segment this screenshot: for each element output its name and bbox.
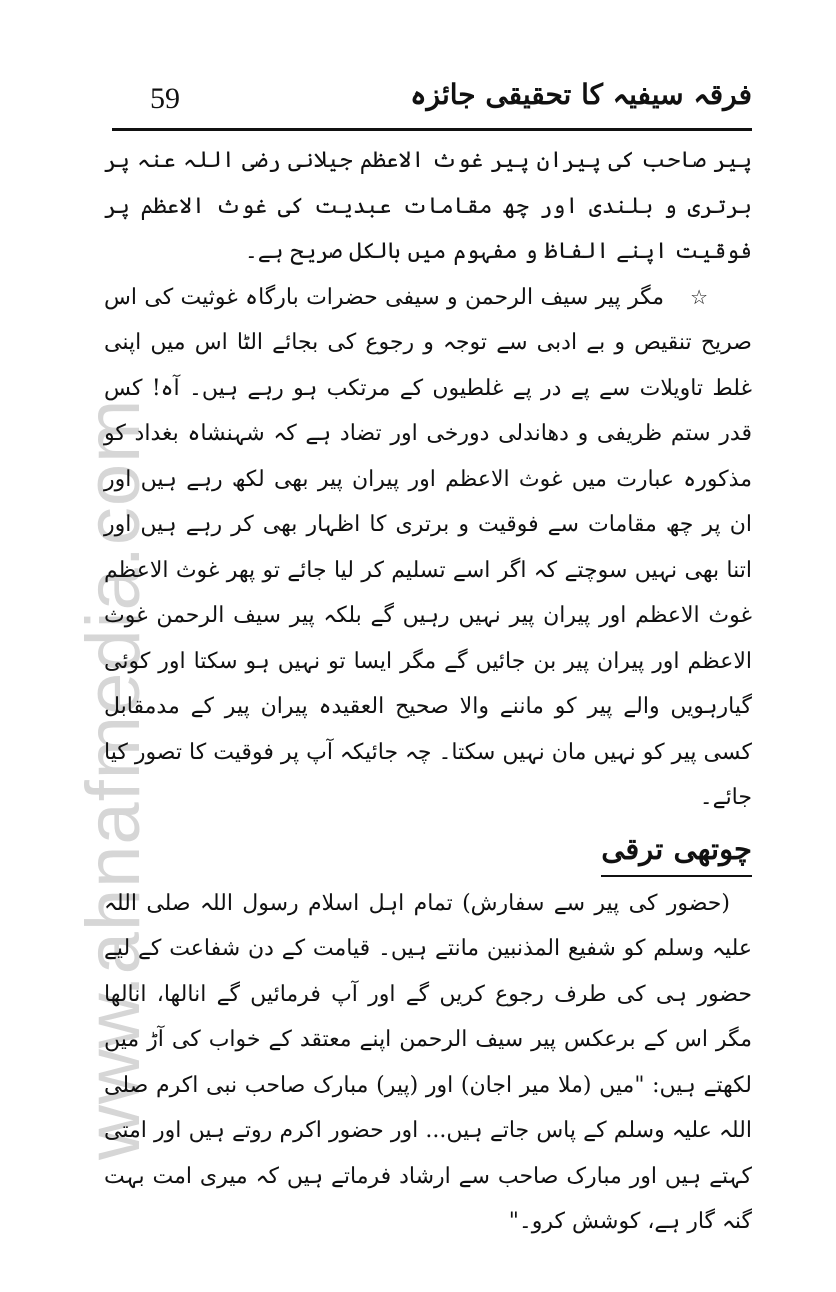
paragraph-2-block <box>104 275 752 821</box>
section-heading-text: چوتھی ترقی <box>601 825 752 877</box>
paragraph-2: مگر پیر سیف الرحمن و سیفی حضرات بارگاہ غوثیت کی اس صریح تنقیص و بے ادبی سے توجہ و رجوع کی بجائے الٹا اس میں اپنی غلط تاویلات سے پے در پے غلطیوں کے مرتکب ہو رہے ہیں۔ آہ! کس قدر ستم ظریفی و دھاندلی دورخی اور تضاد ہے کہ شہنشاہ بغداد کو مذکورہ عبارت میں غوث الاعظم اور پیران پیر بھی لکھ رہے ہیں اور ان پر چھ مقامات سے فوقیت و برتری کا اظہار بھی کر رہے ہیں اور اتنا بھی نہیں سوچتے کہ اگر اسے تسلیم کر لیا جائے تو پھر غوث الاعظم غوث الاعظم اور پیران پیر نہیں رہیں گے بلکہ پیر سیف الرحمن غوث الاعظم اور پیران پیر بن جائیں گے مگر ایسا تو نہیں ہو سکتا اور کوئی گیارہویں والے پیر کو ماننے والا صحیح العقیدہ پیران پیر کے مدمقابل کسی پیر کو نہیں مان نہیں سکتا۔ چہ جائیکہ آپ پر فوقیت کا تصور کیا جائے۔ <box>104 284 752 810</box>
paragraph-3: (حضور کی پیر سے سفارش) تمام اہل اسلام رسول اللہ صلی اللہ علیہ وسلم کو شفیع المذنبین مانتے ہیں۔ قیامت کے دن شفاعت کے لیے حضور ہی کی طرف رجوع کریں گے اور آپ فرمائیں گے انالھا، انالھا مگر اس کے برعکس پیر سیف الرحمن اپنے معتقد کے خواب کی آڑ میں لکھتے ہیں: "میں (ملا میر اجان) اور (پیر) مبارک صاحب نبی اکرم صلی اللہ علیہ وسلم کے پاس جاتے ہیں... اور حضور اکرم روتے ہیں اور امتی کہتے ہیں اور مبارک صاحب سے ارشاد فرماتے ہیں کہ میری امت بہت گنہ گار ہے، کوشش کرو۔" <box>104 890 752 1234</box>
paragraph-1: پیر صاحب کی پیران پیر غوث الاعظم جیلانی رضی اللہ عنہ پر برتری و بلندی اور چھ مقامات عبدیت کی غوث الاعظم پر فوقیت اپنے الفاظ و مفہوم میں بالکل صریح ہے۔ <box>104 148 752 264</box>
section-heading <box>104 825 752 877</box>
page-body <box>104 138 752 1245</box>
header-rule <box>112 128 752 131</box>
watermark: www.ahnafmedia.com <box>71 398 156 1160</box>
page-header <box>112 78 752 124</box>
star-icon: ☆ <box>690 284 708 309</box>
running-title: فرقہ سیفیہ کا تحقیقی جائزہ <box>410 78 752 111</box>
page-number: 59 <box>150 82 180 115</box>
